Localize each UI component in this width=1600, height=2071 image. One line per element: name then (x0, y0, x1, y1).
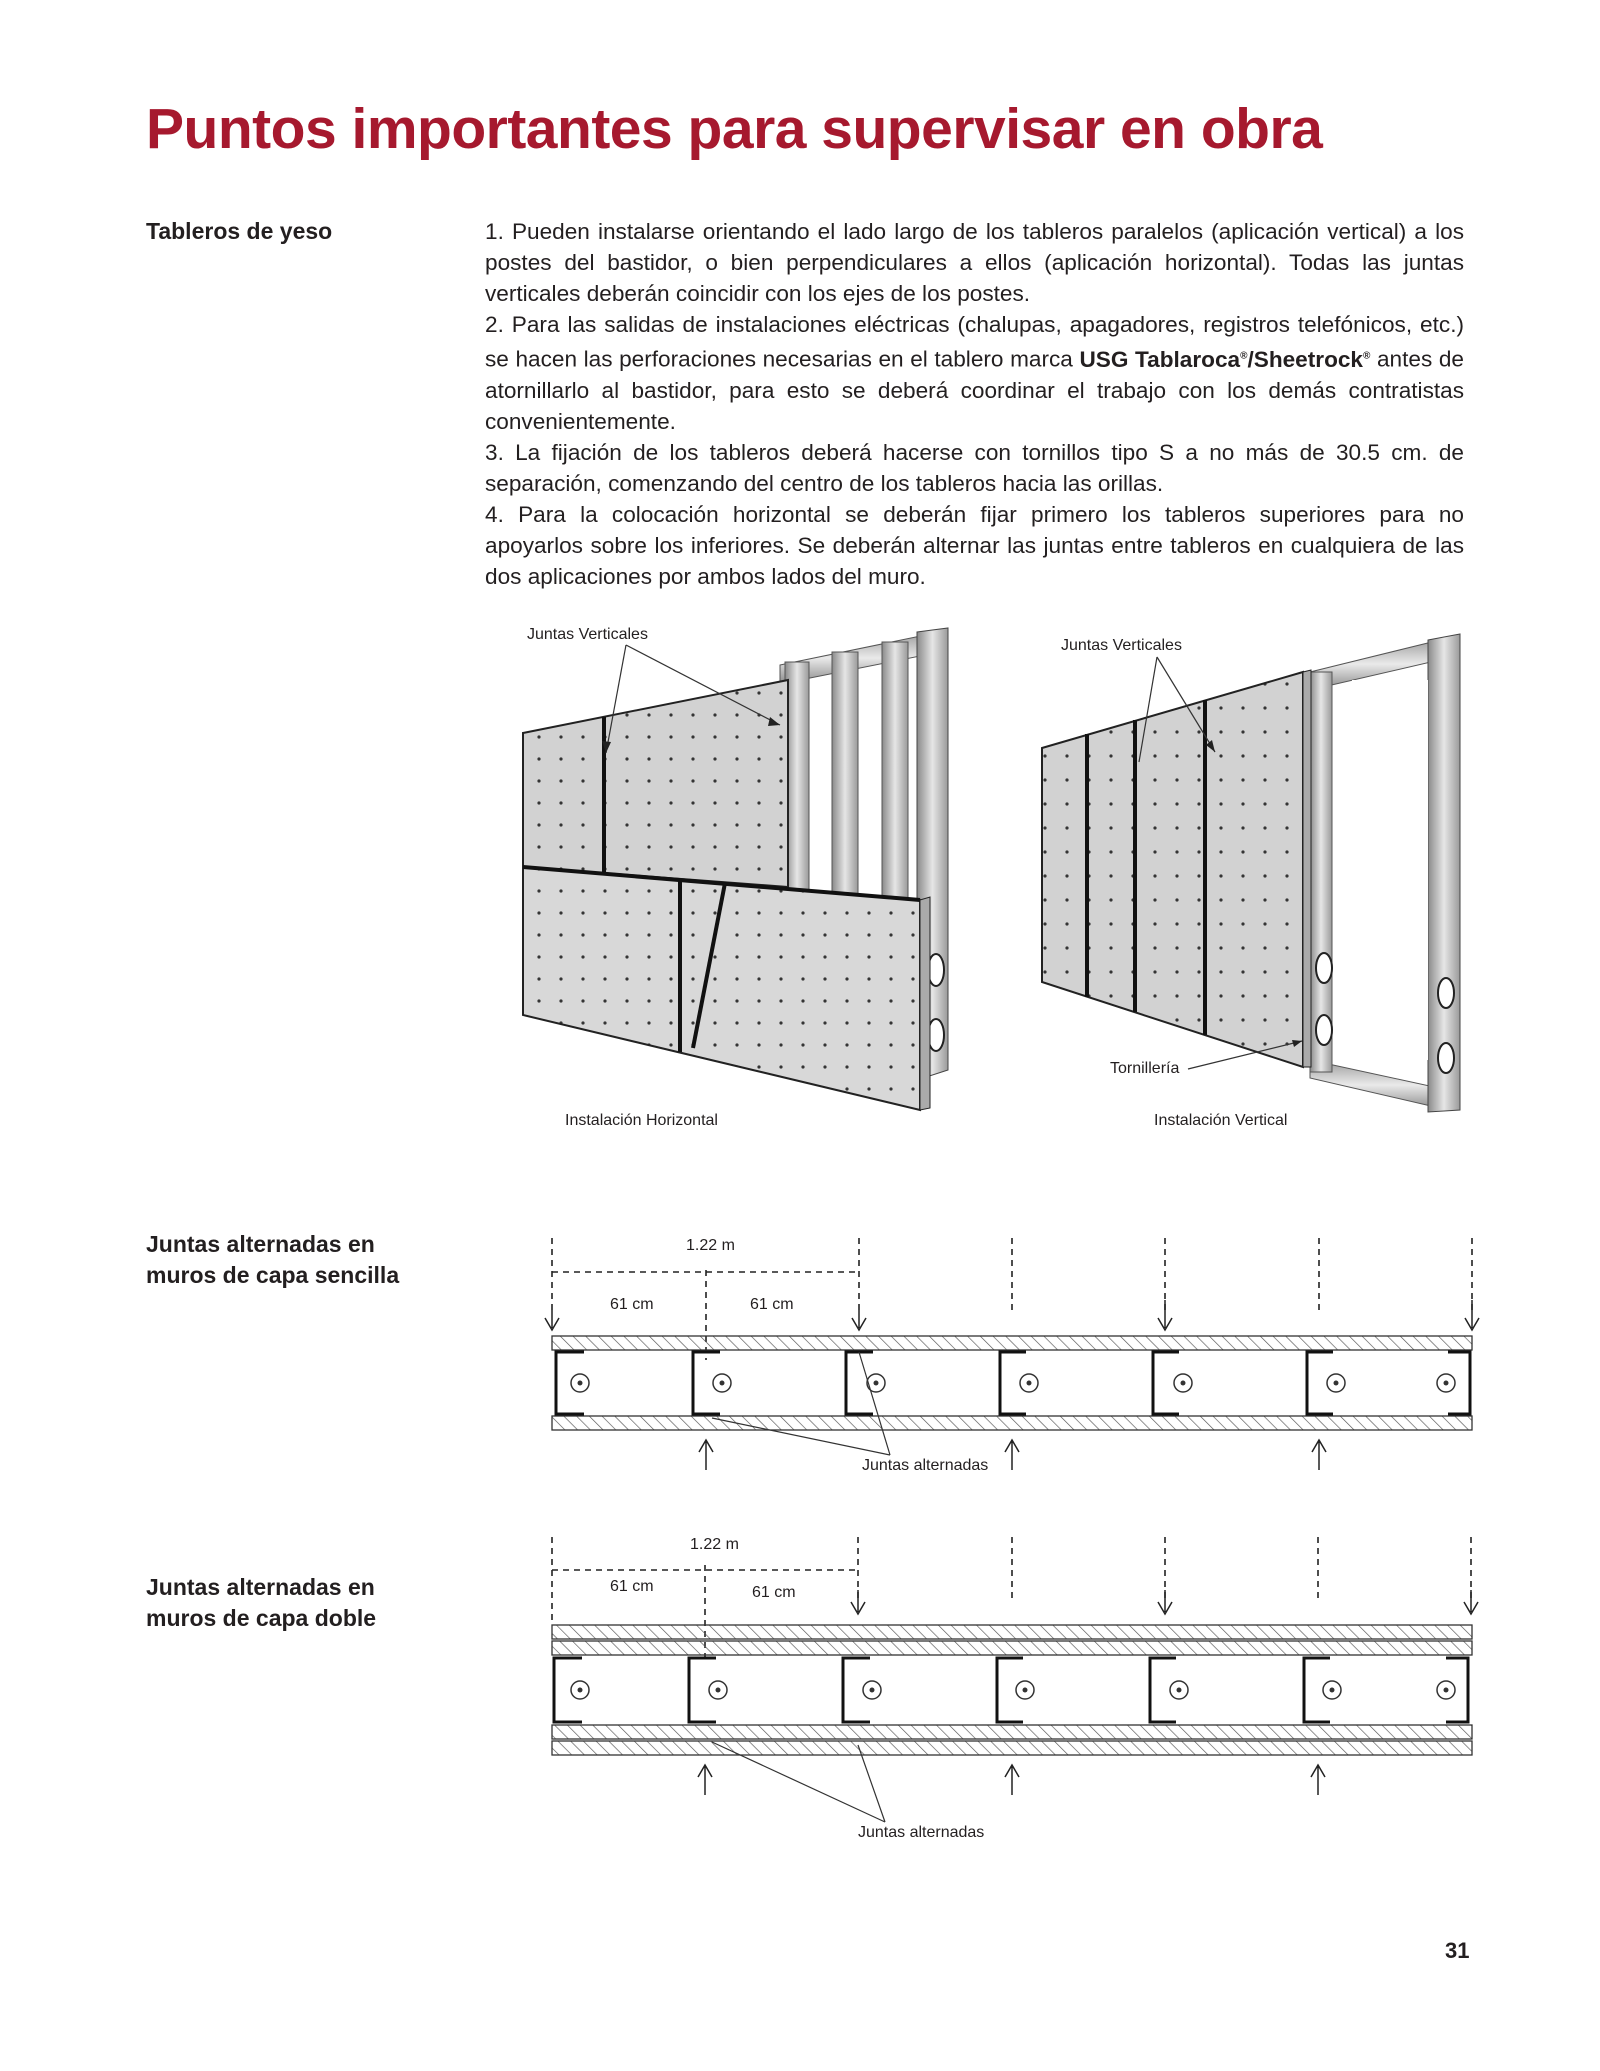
paragraph-4: 4. Para la colocación horizontal se deberán fijar primero los tableros superiores para no apoyarlos sobre los inferiores. Se deberán alternar las juntas entre tableros en cualquiera de las dos aplicaciones por ambos lados del muro. (485, 501, 1464, 589)
paragraph-1: 1. Pueden instalarse orientando el lado largo de los tableros paralelos (aplicación vertical) a los postes del bastidor, o bien perpendiculares a ellos (aplicación horizontal). Todas las juntas verticales deberán coincidir con los ejes de los postes. (485, 219, 1464, 306)
label-line-1: Juntas alternadas en (146, 1231, 375, 1257)
up-arrows (699, 1440, 1326, 1470)
paragraph-2 (485, 309, 1464, 437)
label-line-2: muros de capa doble (146, 1605, 377, 1631)
callout-juntas-alternadas: Juntas alternadas (862, 1457, 989, 1474)
inner-top-board (552, 1641, 1472, 1655)
paragraph-2-cont: antes de atornillarlo al bastidor, para esto se deberá coordinar el trabajo con los demás contratistas convenientemente. (485, 346, 1464, 434)
stud-holes (571, 1681, 1455, 1699)
label-line-2: muros de capa sencilla (146, 1262, 400, 1288)
stud-hole-centers (578, 1381, 1449, 1386)
single-layer-diagram (540, 1225, 1480, 1475)
section-label-capa-doble (146, 1572, 376, 1634)
outer-top-board (552, 1625, 1472, 1639)
callout-juntas-alternadas: Juntas alternadas (858, 1824, 985, 1841)
callout-tornilleria: Tornillería (1110, 1060, 1180, 1077)
dimension-total: 1.22 m (690, 1536, 739, 1553)
stud-hole-centers (578, 1688, 1449, 1693)
double-layer-diagram (540, 1525, 1480, 1845)
top-board (552, 1336, 1472, 1350)
page-title: Puntos importantes para supervisar en obra (146, 97, 1323, 161)
paragraph-3: 3. La fijación de los tableros deberá hacerse con tornillos tipo S a no más de 30.5 cm. de separación, comenzando del centro de los tableros hacia las orillas. (485, 439, 1464, 496)
end-stud (1428, 634, 1460, 1112)
stud (1310, 672, 1332, 1072)
horizontal-installation-figure (495, 615, 975, 1145)
stud-holes (571, 1374, 1455, 1392)
section-label-capa-sencilla (146, 1229, 399, 1291)
registered-mark: ® (1240, 350, 1248, 361)
dimension-61b: 61 cm (750, 1296, 794, 1313)
registered-mark: ® (1363, 350, 1371, 361)
stud-hole (1438, 1043, 1454, 1073)
brand-name (1079, 347, 1370, 372)
page-number: 31 (1445, 1938, 1470, 1963)
vertical-installation-figure (1035, 615, 1475, 1145)
section-label-tableros: Tableros de yeso (146, 218, 333, 244)
label-line-1: Juntas alternadas en (146, 1574, 375, 1600)
up-arrows (698, 1765, 1325, 1795)
bottom-board (552, 1416, 1472, 1430)
stud-hole (1438, 978, 1454, 1008)
dimension-61b: 61 cm (752, 1584, 796, 1601)
caption-horizontal: Instalación Horizontal (565, 1112, 718, 1129)
callout-juntas-verticales: Juntas Verticales (527, 626, 648, 643)
inner-bottom-board (552, 1725, 1472, 1739)
dimension-61a: 61 cm (610, 1296, 654, 1313)
paragraph-2-text: 2. Para las salidas de instalaciones eléctricas (chalupas, apagadores, registros telefónicos, etc.) se hacen las perforaciones necesarias en el tablero marca (485, 312, 1464, 372)
section-body-tableros (485, 216, 1464, 592)
caption-vertical: Instalación Vertical (1154, 1112, 1288, 1129)
dimension-total: 1.22 m (686, 1237, 735, 1254)
outer-bottom-board (552, 1741, 1472, 1755)
brand-tablaroca: USG Tablaroca (1079, 346, 1241, 372)
callout-juntas-verticales-2: Juntas Verticales (1061, 637, 1182, 654)
down-arrows (851, 1590, 1478, 1614)
dimension-61a: 61 cm (610, 1578, 654, 1595)
stud-hole (1316, 953, 1332, 983)
brand-sheetrock: /Sheetrock (1247, 346, 1363, 372)
stud-hole (1316, 1015, 1332, 1045)
